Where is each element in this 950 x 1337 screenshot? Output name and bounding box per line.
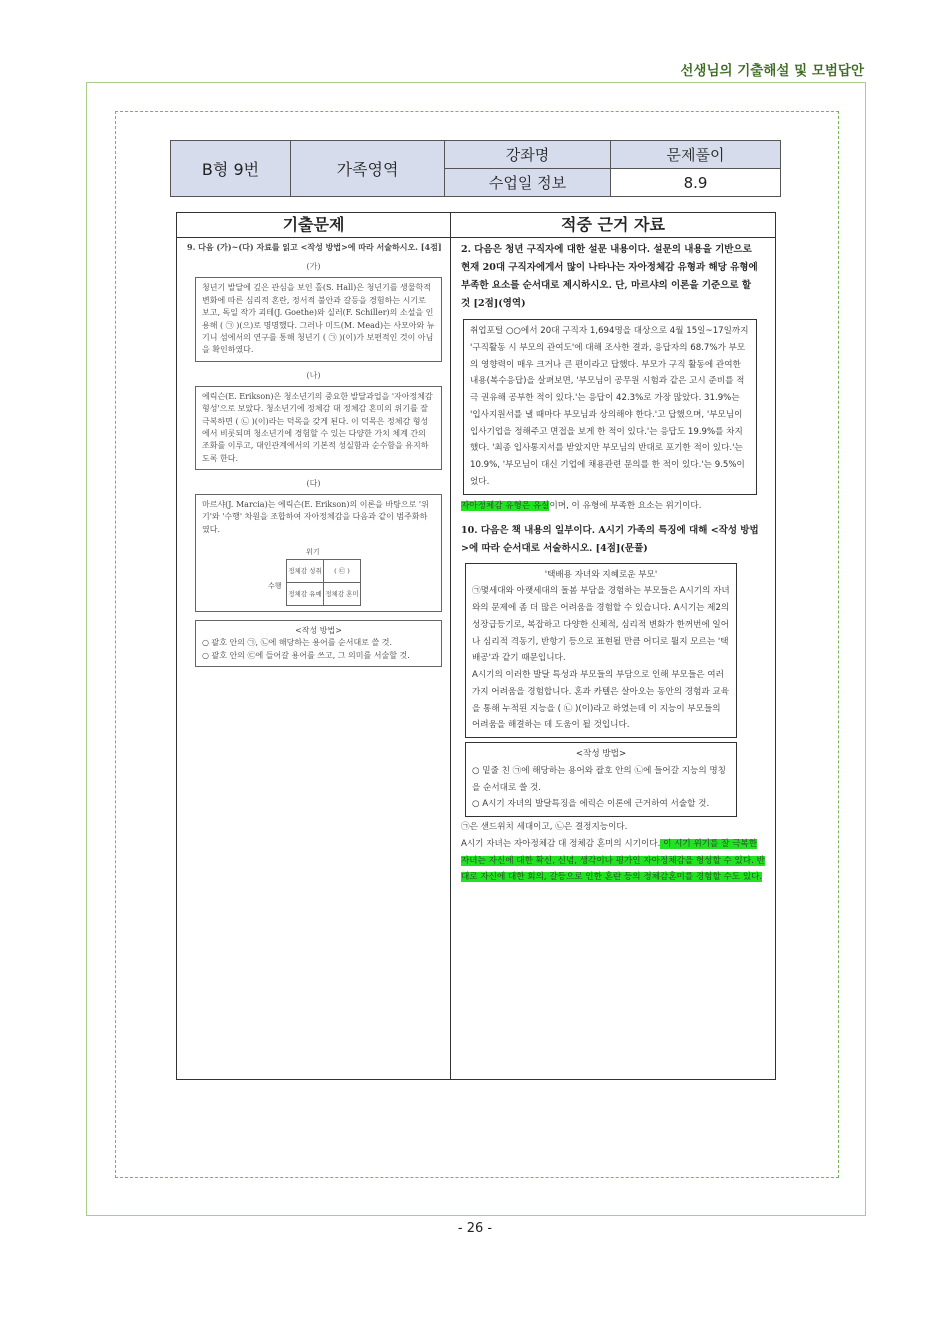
method-10-item-2: ○ A시기 자녀의 발달특징을 에릭슨 이론에 근거하여 서술할 것. <box>472 799 710 810</box>
grid-top-label: 위기 <box>306 548 320 557</box>
method-title-10: <작성 방법> <box>575 749 627 760</box>
book-excerpt-p1: ㉠몇세대와 아랫세대의 돌봄 부담을 경험하는 부모들은 A시기의 자녀와의 문제에 좀 더 많은 어려움을 경험할 수 있습니다. A시기는 제2의 성장급등기로, 복잡하고 다양한 신체적, 심리적 변화가 한꺼번에 일어나 심리적 격동기, 반항기 등으로 표현될 만큼 어디로 튈지 모르는 '택배공'과 같기 때문입니다. <box>472 586 730 664</box>
date-value-cell: 8.9 <box>611 169 781 197</box>
answer-10-line-1: ㉠은 샌드위치 세대이고, ㉡은 결정지능이다. <box>461 822 628 833</box>
answer-10-line-2 <box>461 836 765 886</box>
passage-da-box <box>195 494 442 612</box>
book-excerpt-box <box>465 563 737 739</box>
method-title: <작성 방법> <box>295 626 342 636</box>
label-ga: (가) <box>306 262 321 272</box>
lecture-label-cell: 강좌명 <box>445 141 611 169</box>
book-excerpt-title: '택배용 자녀와 지혜로운 부모' <box>544 569 658 580</box>
item-cell: B형 9번 <box>171 141 291 197</box>
grid-cell-diffusion: 정체감 혼미 <box>324 583 361 606</box>
info-table <box>170 140 781 197</box>
method-item-1: ○ 괄호 안의 ㉠, ㉡에 해당하는 용어를 순서대로 쓸 것. <box>202 638 393 648</box>
method-box-10 <box>465 742 737 817</box>
grid-side-label: 수행 <box>268 582 282 591</box>
grid-cell-achievement: 정체감 성취 <box>287 560 324 583</box>
passage-na: 에릭슨(E. Erikson)은 청소년기의 중요한 발달과업을 '자아정체감 형성'으로 보았다. 청소년기에 정체감 대 정체감 혼미의 위기를 잘 극복하면 ( ㉡ )(이)라는 덕목을 갖게 된다. 이 덕목은 정체감 형성에서 비롯되며 청소년기에 경험할 수 있는 다양한 가치 체계 간의 조화를 이루고, 대인관계에서의 기본적 성실함과 순수함을 유지하도록 한다. <box>195 386 442 470</box>
exam-question-text: 9. 다음 (가)~(다) 자료를 읽고 <작성 방법>에 따라 서술하시오. [4점] <box>187 242 442 252</box>
method-item-2: ○ 괄호 안의 ㉢에 들어갈 용어를 쓰고, 그 의미를 서술할 것. <box>202 650 410 660</box>
label-na: (나) <box>306 370 321 380</box>
comparison-table <box>176 212 776 1080</box>
evidence-question-10: 10. 다음은 책 내용의 일부이다. A시기 가족의 특징에 대해 <작성 방법>에 따라 순서대로 서술하시오. [4점](문풀) <box>461 525 759 555</box>
exam-question-column <box>177 213 451 1079</box>
passage-da: 마르샤(J. Marcia)는 에릭슨(E. Erikson)의 이론을 바탕으로 '위기'와 '수행' 차원을 조합하여 자아정체감을 다음과 같이 범주화하였다. <box>202 500 429 534</box>
passage-ga: 청년기 발달에 깊은 관심을 보인 홀(S. Hall)은 청년기를 생물학적 변화에 따른 심리적 혼란, 정서적 불안과 갈등을 경험하는 시기로 보고, 독일 작가 괴테(J. Goethe)와 실러(F. Schiller)의 소설을 인용해 ( ㉠ )(으)로 명명했다. 그러나 미드(M. Mead)는 사모아와 뉴기니 섬에서의 연구를 통해 청년기 ( ㉠ )(이)가 보편적인 것이 아님을 확인하였다. <box>195 277 442 361</box>
survey-box: 취업포털 ○○에서 20대 구직자 1,694명을 대상으로 4월 15일~17일까지 '구직활동 시 부모의 관여도'에 대해 조사한 결과, 응답자의 68.7%가 부모의 영향력이 매우 크거나 큰 편이라고 답했다. 부모가 구직 활동에 관여한 내용(복수응답)을 살펴보면, '부모님이 공무원 시험과 같은 고시 준비를 적극 권유해 공부한 적이 있다.'는 응답이 42.3%로 가장 많았다. 31.9%는 '입사지원서를 낼 때마다 부모님과 상의해야 한다.'고 답했으며, '부모님이 입사기업을 정해주고 면접을 보게 한 적이 있다.'는 응답도 19.9%를 차지했다. '최종 입사통지서를 받았지만 부모님의 반대로 포기한 적이 있다.'는 10.9%, '부모님이 대신 기업에 채용관련 문의를 한 적이 있다.'는 9.5%이었다. <box>463 319 757 495</box>
answer-2 <box>461 498 765 515</box>
lecture-value-cell: 문제풀이 <box>611 141 781 169</box>
page-number: - 26 - <box>457 1221 493 1236</box>
grid-cell-moratorium: 정체감 유예 <box>287 583 324 606</box>
answer-2-highlight: 자아정체감 유형은 유실 <box>461 500 550 511</box>
date-label-cell: 수업일 정보 <box>445 169 611 197</box>
area-cell: 가족영역 <box>291 141 445 197</box>
method-10-item-1: ○ 밑줄 친 ㉠에 해당하는 용어와 괄호 안의 ㉡에 들어갈 지능의 명칭을 순서대로 쓸 것. <box>472 765 726 793</box>
answer-2-rest: 이며, 이 유형에 부족한 요소는 위기이다. <box>549 500 702 511</box>
evidence-question-2: 2. 다음은 청년 구직자에 대한 설문 내용이다. 설문의 내용을 기반으로 현재 20대 구직자에게서 많이 나타나는 자아정체감 유형과 해당 유형에 부족한 요소를 순서대로 제시하시오. 단, 마르샤의 이론을 기준으로 할 것 [2점](영역) <box>461 244 758 310</box>
answer-10-highlight: 이 시기 위기를 잘 극복한 자녀는 자신에 대한 확신, 신념, 생각이나 평가인 자아정체감을 형성할 수 있다. 반대로 자신에 대한 회의, 갈등으로 인한 혼란 등의 정체감혼미를 경험할 수도 있다. <box>461 838 765 883</box>
book-excerpt-p2: A시기의 이러한 발달 특성과 부모들의 부담으로 인해 부모들은 여러 가지 어려움을 경험합니다. 혼과 카텔은 살아오는 동안의 경험과 교육을 통해 누적된 지능을 ( ㉡ )(이)라고 하였는데 이 지능이 부모들의 어려움을 해결하는 데 도움이 될 것입니다. <box>472 670 730 731</box>
exam-question-heading: 기출문제 <box>177 213 450 238</box>
answer-10-plain: A시기 자녀는 자아정체감 대 정체감 혼미의 시기이다. <box>461 838 661 849</box>
evidence-column <box>451 213 775 1079</box>
grid-cell-blank: ( ㉢ ) <box>324 560 361 583</box>
header-title: 선생님의 기출해설 및 모범답안 <box>680 63 864 79</box>
method-box <box>195 620 442 667</box>
identity-status-grid <box>286 559 361 606</box>
evidence-heading: 적중 근거 자료 <box>451 213 775 238</box>
label-da: (다) <box>306 479 321 489</box>
